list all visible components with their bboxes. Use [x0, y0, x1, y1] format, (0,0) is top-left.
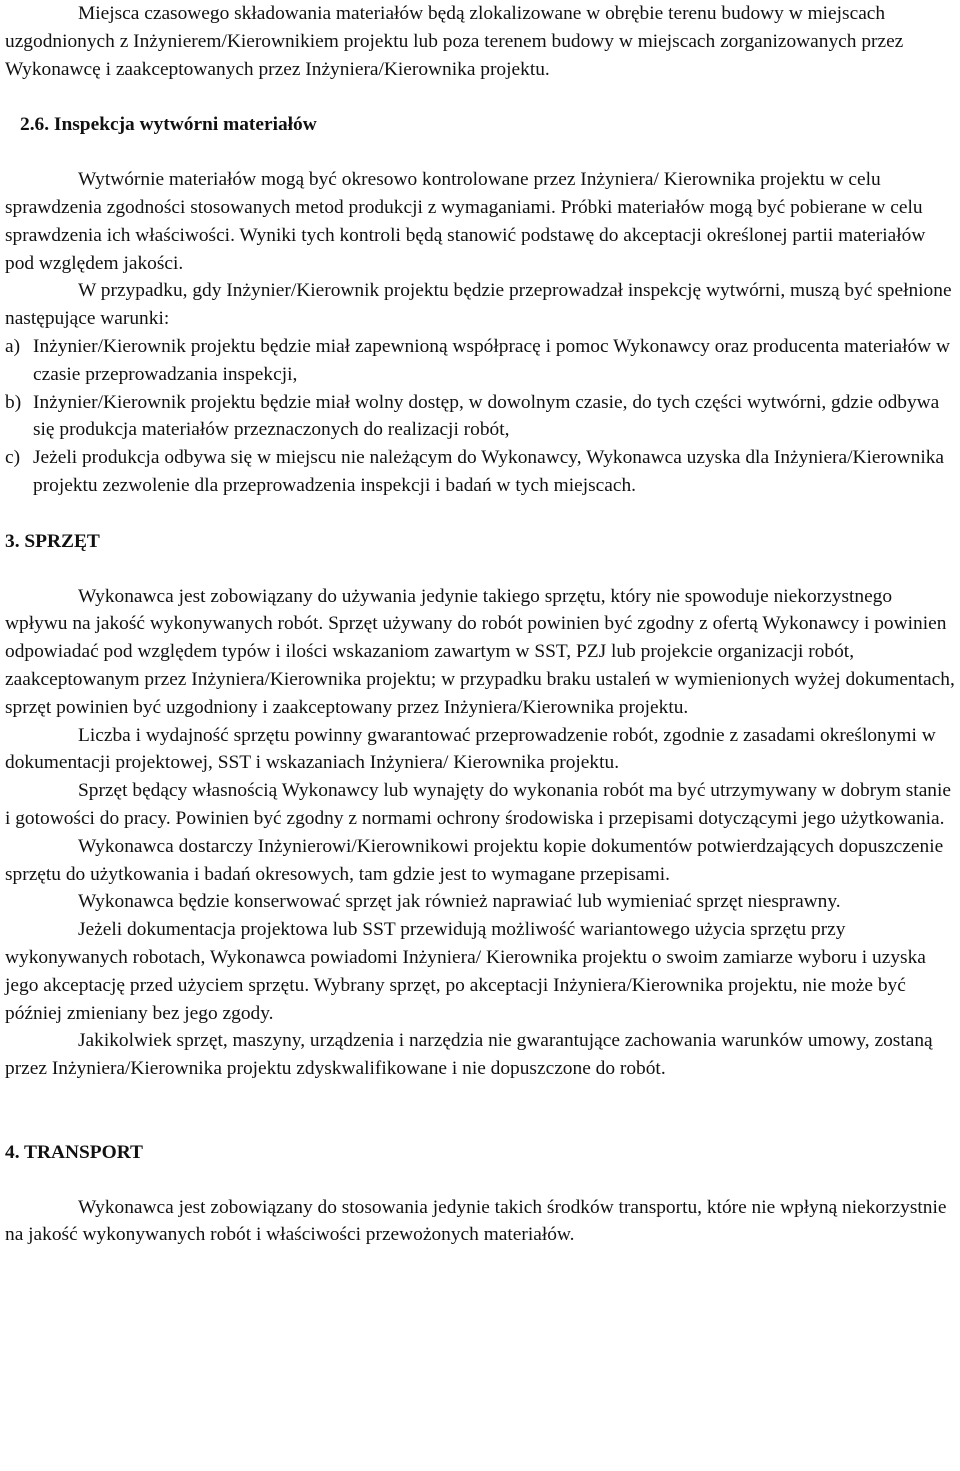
list-item-text: Jeżeli produkcja odbywa się w miejscu nie należącym do Wykonawcy, Wykonawca uzyska dla Inżyniera/Kierownika projektu zezwolenie dla przeprowadzenia inspekcji i badań w tych miejscach. [33, 447, 945, 496]
section-3-paragraph: Sprzęt będący własnością Wykonawcy lub wynajęty do wykonania robót ma być utrzymywany w dobrym stanie i gotowości do pracy. Powinien być zgodny z normami ochrony środowiska i przepisami dotyczącymi jego użytkowania. [5, 780, 951, 829]
list-item-text: Inżynier/Kierownik projektu będzie miał wolny dostęp, w dowolnym czasie, do tych części wytwórni, gdzie odbywa się produkcja materiałów przeznaczonych do realizacji robót, [33, 391, 940, 441]
list-marker: c) [5, 447, 21, 469]
section-3-paragraph: Jakikolwiek sprzęt, maszyny, urządzenia i narzędzia nie gwarantujące zachowania warunków umowy, zostaną przez Inżyniera/Kierownika projektu zdyskwalifikowane i nie dopuszczone do robót. [5, 1030, 933, 1080]
list-item [5, 444, 957, 500]
section-2-6-heading: 2.6. Inspekcja wytwórni materiałów [20, 114, 317, 136]
list-marker: a) [5, 335, 21, 357]
section-3-paragraph: Jeżeli dokumentacja projektowa lub SST przewidują możliwość wariantowego użycia sprzętu przy wykonywanych robotach, Wykonawca powiadomi Inżyniera/ Kierownika projektu o swoim zamiarze wyboru i uzyska jego akceptację przed użyciem sprzętu. Wybrany sprzęt, po akceptacji Inżyniera/Kierownika projektu, nie może być później zmieniany bez jego zgody. [5, 919, 926, 1024]
section-3-paragraph: Wykonawca dostarczy Inżynierowi/Kierownikowi projektu kopie dokumentów potwierdzających dopuszczenie sprzętu do użytkowania i badań okresowych, tam gdzie jest to wymagane przepisami. [5, 835, 944, 885]
list-item [5, 389, 957, 445]
section-2-6-paragraph-1: Wytwórnie materiałów mogą być okresowo kontrolowane przez Inżyniera/ Kierownika projektu w celu sprawdzenia zgodności stosowanych metod produkcji z wymaganiami. Próbki materiałów mogą być pobierane w celu sprawdzenia ich właściwości. Wyniki tych kontroli będą stanowić podstawę do akceptacji określonej partii materiałów pod względem jakości. [5, 169, 926, 274]
list-item [5, 333, 957, 389]
section-4-paragraph: Wykonawca jest zobowiązany do stosowania jedynie takich środków transportu, które nie wpłyną niekorzystnie na jakość wykonywanych robót i właściwości przewożonych materiałów. [5, 1196, 947, 1246]
document-page [5, 0, 957, 1249]
section-3-paragraph: Wykonawca będzie konserwować sprzęt jak również naprawiać lub wymieniać sprzęt niesprawny. [78, 891, 841, 913]
list-marker: b) [5, 391, 22, 413]
section-3-paragraph: Liczba i wydajność sprzętu powinny gwarantować przeprowadzenie robót, zgodnie z zasadami określonymi w dokumentacji projektowej, SST i wskazaniach Inżyniera/ Kierownika projektu. [5, 724, 936, 774]
section-4-heading: 4. TRANSPORT [5, 1141, 143, 1163]
intro-paragraph: Miejsca czasowego składowania materiałów będą zlokalizowane w obrębie terenu budowy w miejscach uzgodnionych z Inżynierem/Kierownikiem projektu lub poza terenem budowy w miejscach zorganizowanych przez Wykonawcę i zaakceptowanych przez Inżyniera/Kierownika projektu. [5, 3, 904, 80]
section-3-heading: 3. SPRZĘT [5, 530, 100, 552]
list-item-text: Inżynier/Kierownik projektu będzie miał zapewnioną współpracę i pomoc Wykonawcy oraz producenta materiałów w czasie przeprowadzania inspekcji, [33, 335, 951, 385]
section-2-6-paragraph-2: W przypadku, gdy Inżynier/Kierownik projektu będzie przeprowadzał inspekcję wytwórni, muszą być spełnione następujące warunki: [5, 280, 952, 330]
section-3-paragraph: Wykonawca jest zobowiązany do używania jedynie takiego sprzętu, który nie spowoduje niekorzystnego wpływu na jakość wykonywanych robót. Sprzęt używany do robót powinien być zgodny z ofertą Wykonawcy i powinien odpowiadać pod względem typów i ilości wskazaniom zawartym w SST, PZJ lub projekcie organizacji robót, zaakceptowanym przez Inżyniera/Kierownika projektu; w przypadku braku ustaleń w wymienionych wyżej dokumentach, sprzęt powinien być uzgodniony i zaakceptowany przez Inżyniera/Kierownika projektu. [5, 585, 955, 718]
